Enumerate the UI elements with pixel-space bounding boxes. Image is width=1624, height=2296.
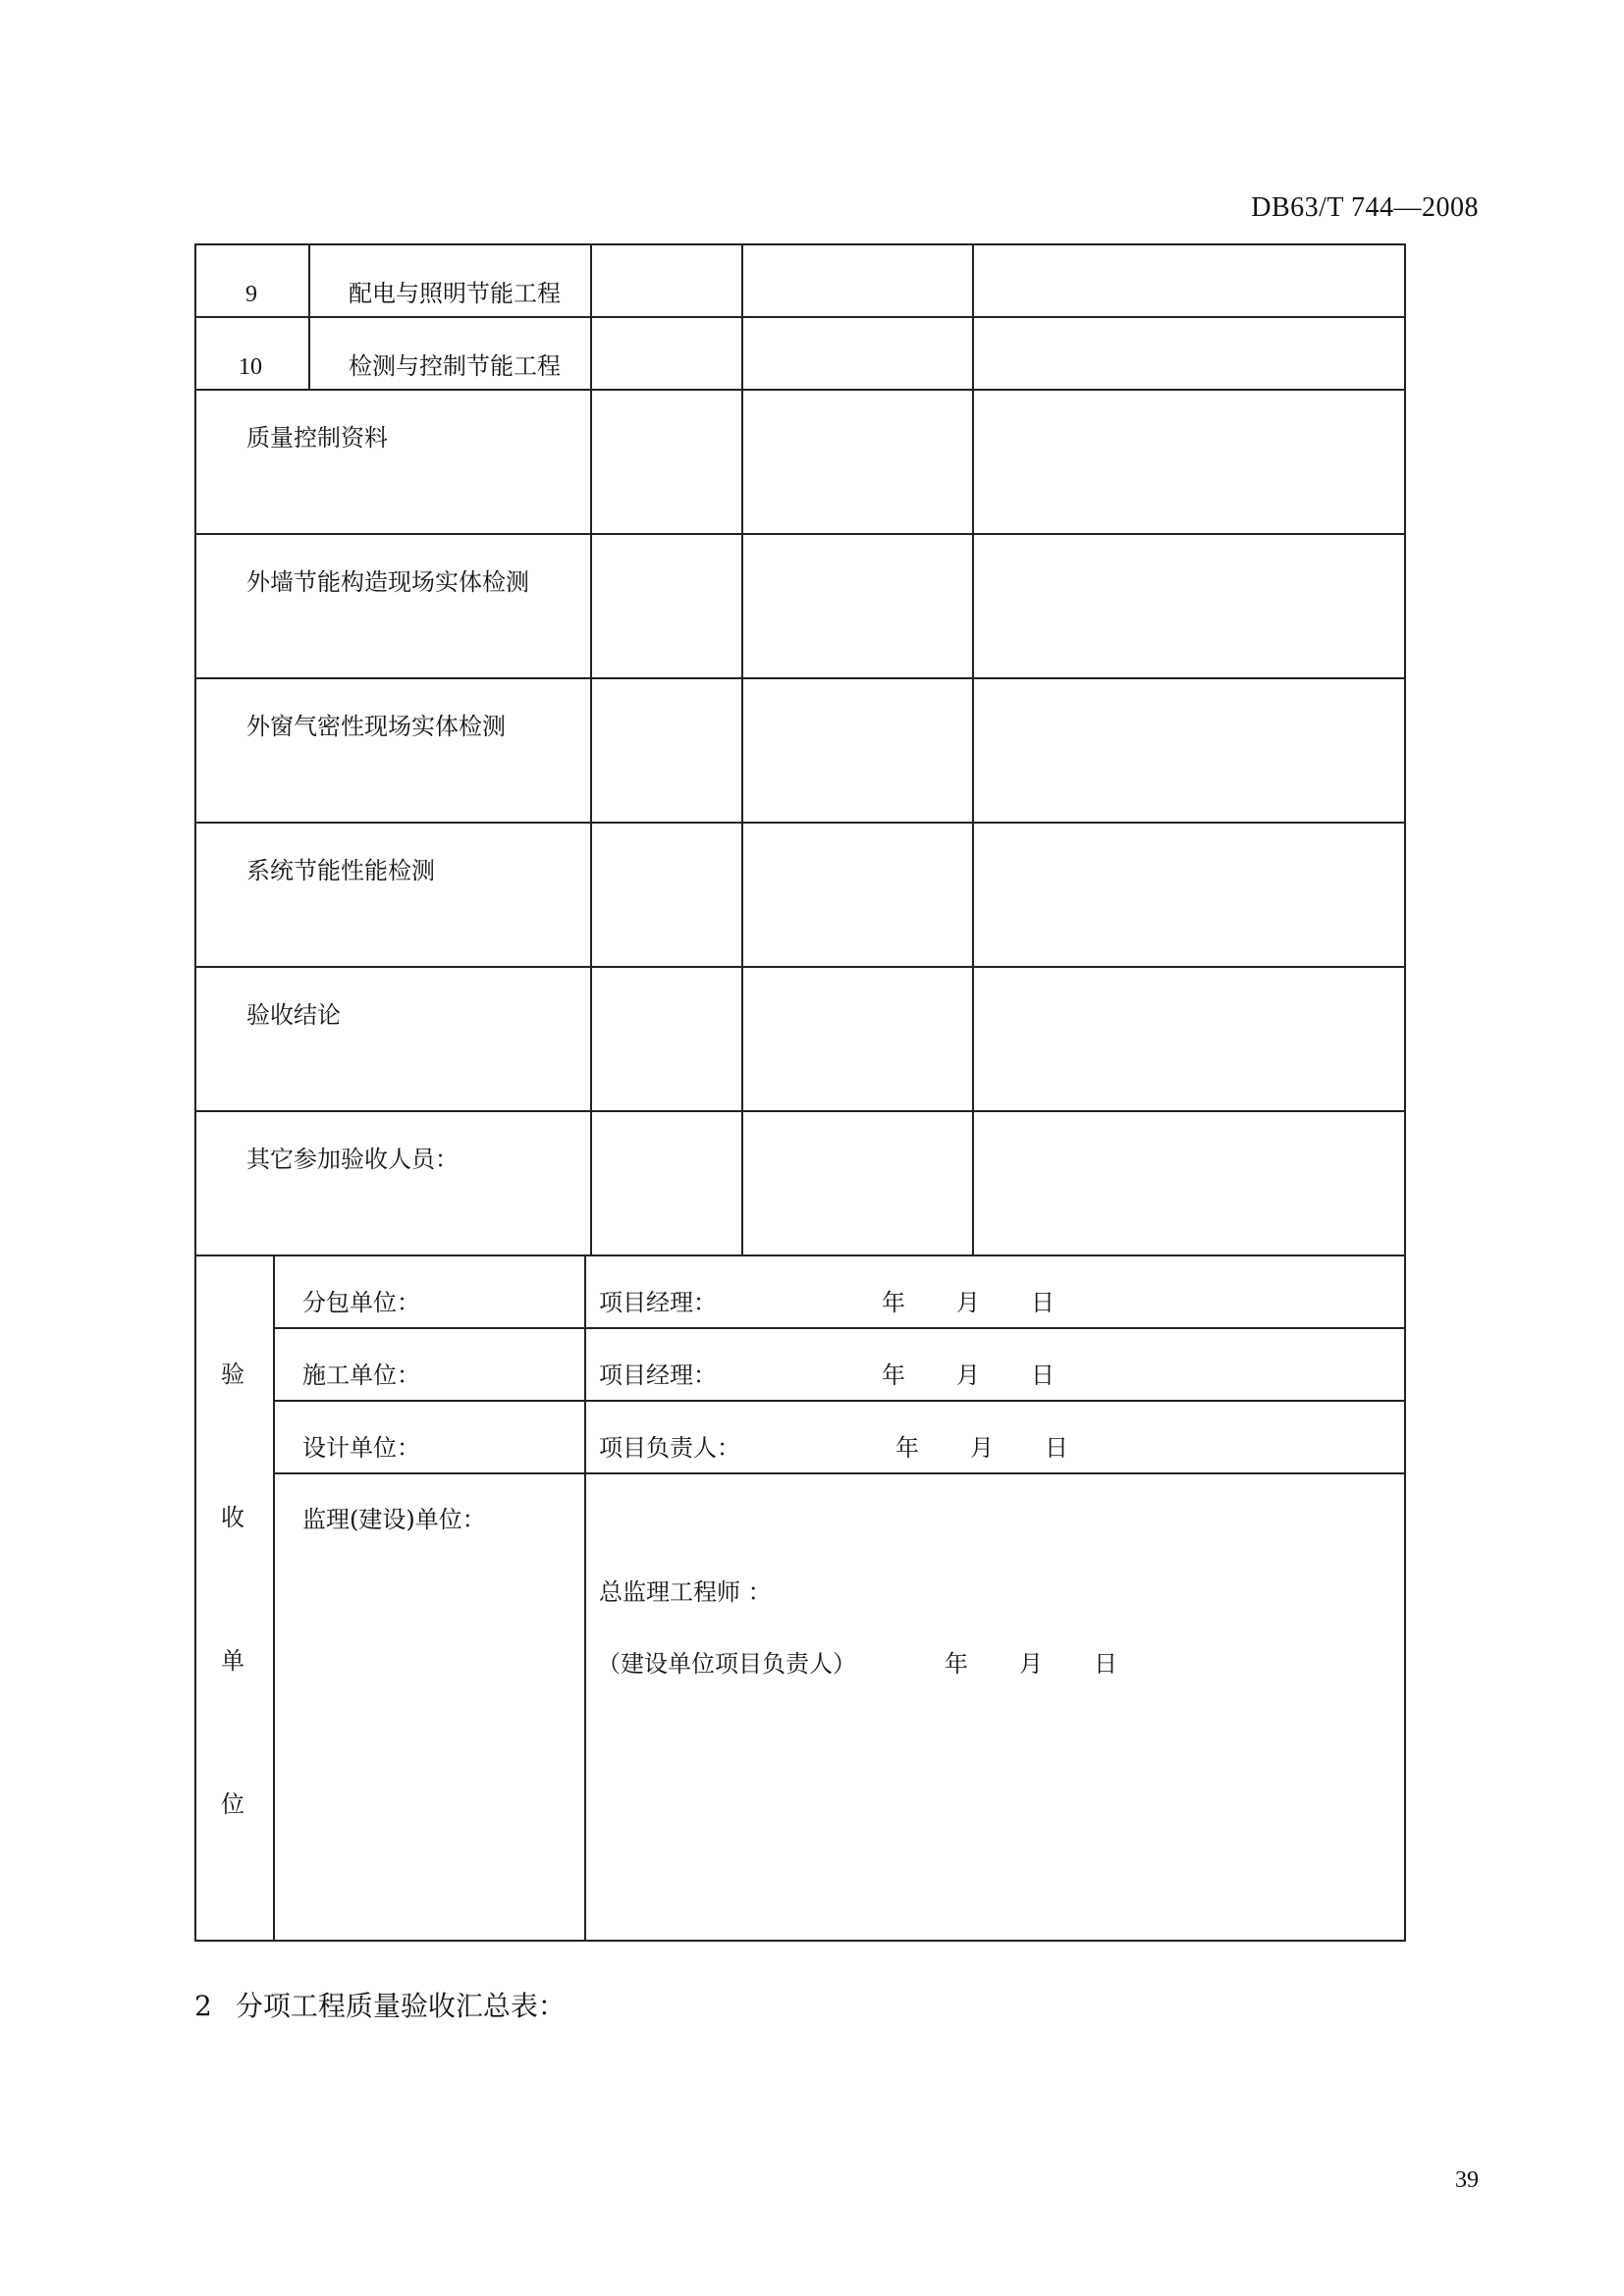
row-divider bbox=[273, 1327, 1406, 1329]
project-manager-label: 项目经理： bbox=[599, 1289, 717, 1316]
side-label-char: 位 bbox=[221, 1790, 244, 1818]
table-border-right bbox=[1404, 243, 1406, 1942]
row-divider bbox=[194, 966, 1406, 968]
row-label: 配电与照明节能工程 bbox=[349, 280, 561, 307]
row-divider bbox=[194, 1110, 1406, 1112]
side-label-char: 收 bbox=[221, 1504, 244, 1531]
column-divider bbox=[590, 243, 592, 1256]
section-number: 2 bbox=[194, 1990, 212, 2022]
year-label: 年 bbox=[895, 1434, 919, 1462]
day-label: 日 bbox=[1031, 1362, 1055, 1389]
row-divider bbox=[194, 533, 1406, 535]
row-divider bbox=[194, 1255, 1406, 1256]
table-border-bottom bbox=[194, 1940, 1406, 1942]
project-manager-label: 项目经理： bbox=[599, 1362, 717, 1389]
row-label: 外墙节能构造现场实体检测 bbox=[246, 568, 529, 596]
table-border-left bbox=[194, 243, 196, 1942]
acceptance-table bbox=[194, 243, 1406, 1942]
row-label: 检测与控制节能工程 bbox=[349, 352, 561, 380]
row-divider bbox=[194, 389, 1406, 391]
project-lead-label: 项目负责人： bbox=[599, 1434, 740, 1462]
side-label-char: 验 bbox=[221, 1361, 244, 1388]
standard-code: DB63/T 744—2008 bbox=[1251, 192, 1479, 223]
row-label: 验收结论 bbox=[246, 1001, 341, 1029]
row-number: 9 bbox=[245, 282, 257, 307]
year-label: 年 bbox=[882, 1289, 905, 1316]
owner-representative-label: （建设单位项目负责人） bbox=[597, 1650, 856, 1678]
row-label: 系统节能性能检测 bbox=[246, 857, 435, 884]
chief-engineer-label: 总监理工程师 ： bbox=[599, 1578, 772, 1606]
day-label: 日 bbox=[1045, 1434, 1068, 1462]
row-divider bbox=[273, 1472, 1406, 1474]
month-label: 月 bbox=[956, 1362, 980, 1389]
acceptance-role-divider bbox=[584, 1255, 586, 1942]
row-label: 质量控制资料 bbox=[246, 424, 388, 452]
year-label: 年 bbox=[945, 1650, 968, 1678]
row-divider bbox=[194, 316, 1406, 318]
month-label: 月 bbox=[970, 1434, 994, 1462]
column-divider bbox=[972, 243, 974, 1256]
acceptance-side-divider bbox=[273, 1255, 275, 1942]
month-label: 月 bbox=[1019, 1650, 1043, 1678]
table-border-top bbox=[194, 243, 1406, 245]
row-divider bbox=[194, 822, 1406, 824]
row-divider bbox=[194, 677, 1406, 679]
construction-unit-label: 施工单位： bbox=[302, 1362, 420, 1389]
row-label: 外窗气密性现场实体检测 bbox=[246, 713, 506, 740]
section-title: 分项工程质量验收汇总表： bbox=[235, 1990, 566, 2022]
side-label-char: 单 bbox=[221, 1647, 244, 1675]
day-label: 日 bbox=[1094, 1650, 1117, 1678]
row-label: 其它参加验收人员： bbox=[246, 1146, 459, 1173]
number-column-divider bbox=[308, 243, 310, 391]
subcontractor-unit-label: 分包单位： bbox=[302, 1289, 420, 1316]
row-divider bbox=[273, 1400, 1406, 1402]
page-number: 39 bbox=[1455, 2167, 1479, 2193]
supervision-unit-label: 监理(建设)单位： bbox=[302, 1506, 486, 1533]
month-label: 月 bbox=[956, 1289, 980, 1316]
row-number: 10 bbox=[239, 354, 262, 380]
section-heading bbox=[194, 1985, 566, 2024]
day-label: 日 bbox=[1031, 1289, 1055, 1316]
column-divider bbox=[741, 243, 743, 1256]
design-unit-label: 设计单位： bbox=[302, 1434, 420, 1462]
year-label: 年 bbox=[882, 1362, 905, 1389]
